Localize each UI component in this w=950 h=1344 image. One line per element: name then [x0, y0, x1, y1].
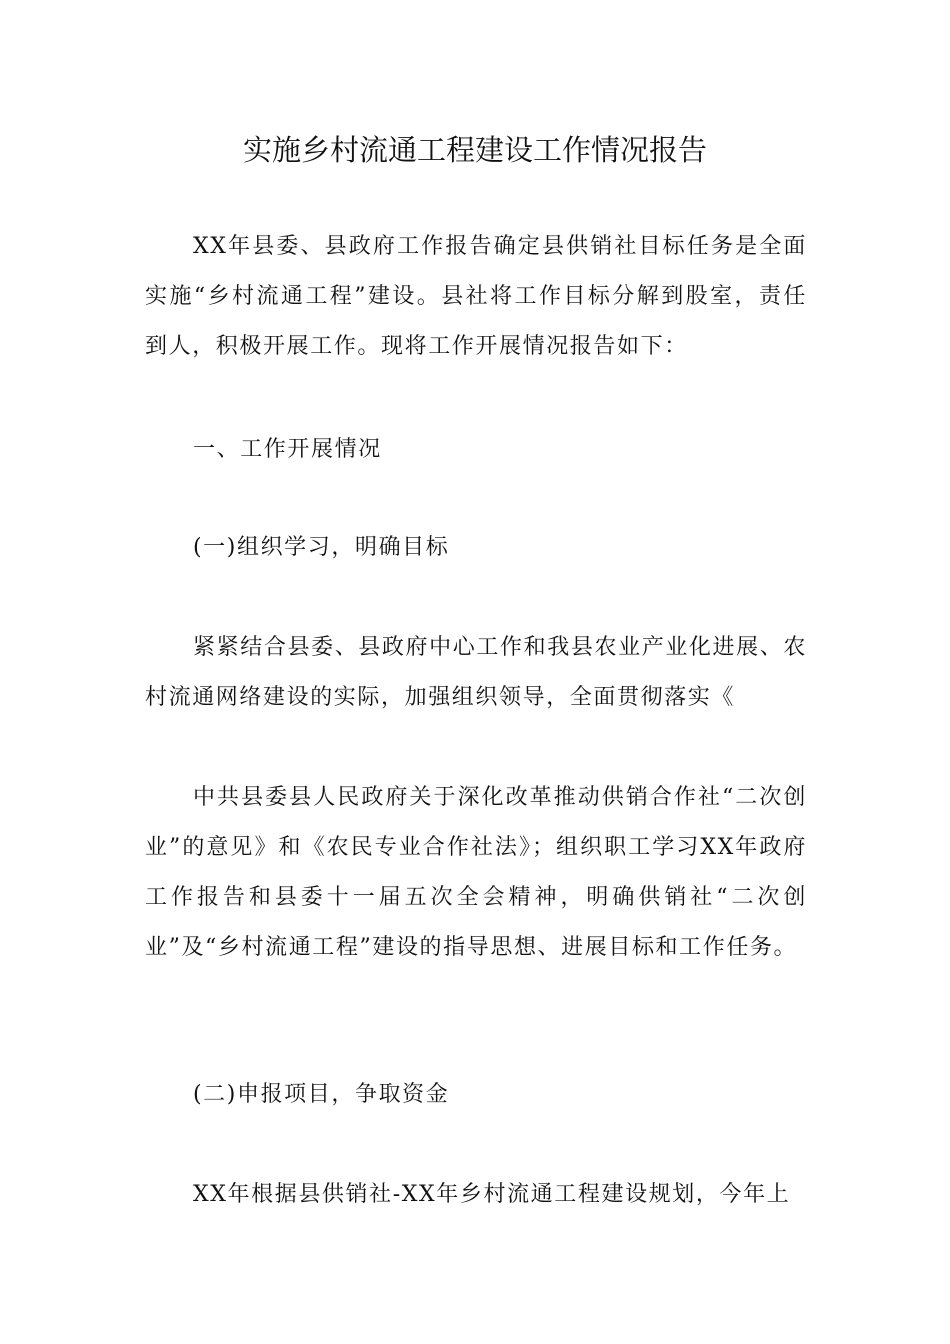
intro-paragraph: XX年县委、县政府工作报告确定县供销社目标任务是全面实施“乡村流通工程”建设。县社将工作目标分解到股室，责任到人，积极开展工作。现将工作开展情况报告如下： — [145, 234, 807, 359]
section-heading-1: 一、工作开展情况 — [193, 437, 382, 462]
document-title: 实施乡村流通工程建设工作情况报告 — [242, 133, 707, 167]
body-paragraph-1: 紧紧结合县委、县政府中心工作和我县农业产业化进展、农村流通网络建设的实际，加强组织领导，全面贯彻落实《 — [145, 635, 807, 710]
subsection-heading-1: (一)组织学习，明确目标 — [193, 535, 450, 560]
body-paragraph-2: 中共县委县人民政府关于深化改革推动供销合作社“二次创业”的意见》和《农民专业合作社法》；组织职工学习XX年政府工作报告和县委十一届五次全会精神，明确供销社“二次创业”及“乡村流通工程”建设的指导思想、进展目标和工作任务。 — [145, 785, 807, 960]
subsection-heading-2: (二)申报项目，争取资金 — [193, 1082, 450, 1107]
body-paragraph-3: XX年根据县供销社-XX年乡村流通工程建设规划，今年上 — [193, 1182, 791, 1207]
